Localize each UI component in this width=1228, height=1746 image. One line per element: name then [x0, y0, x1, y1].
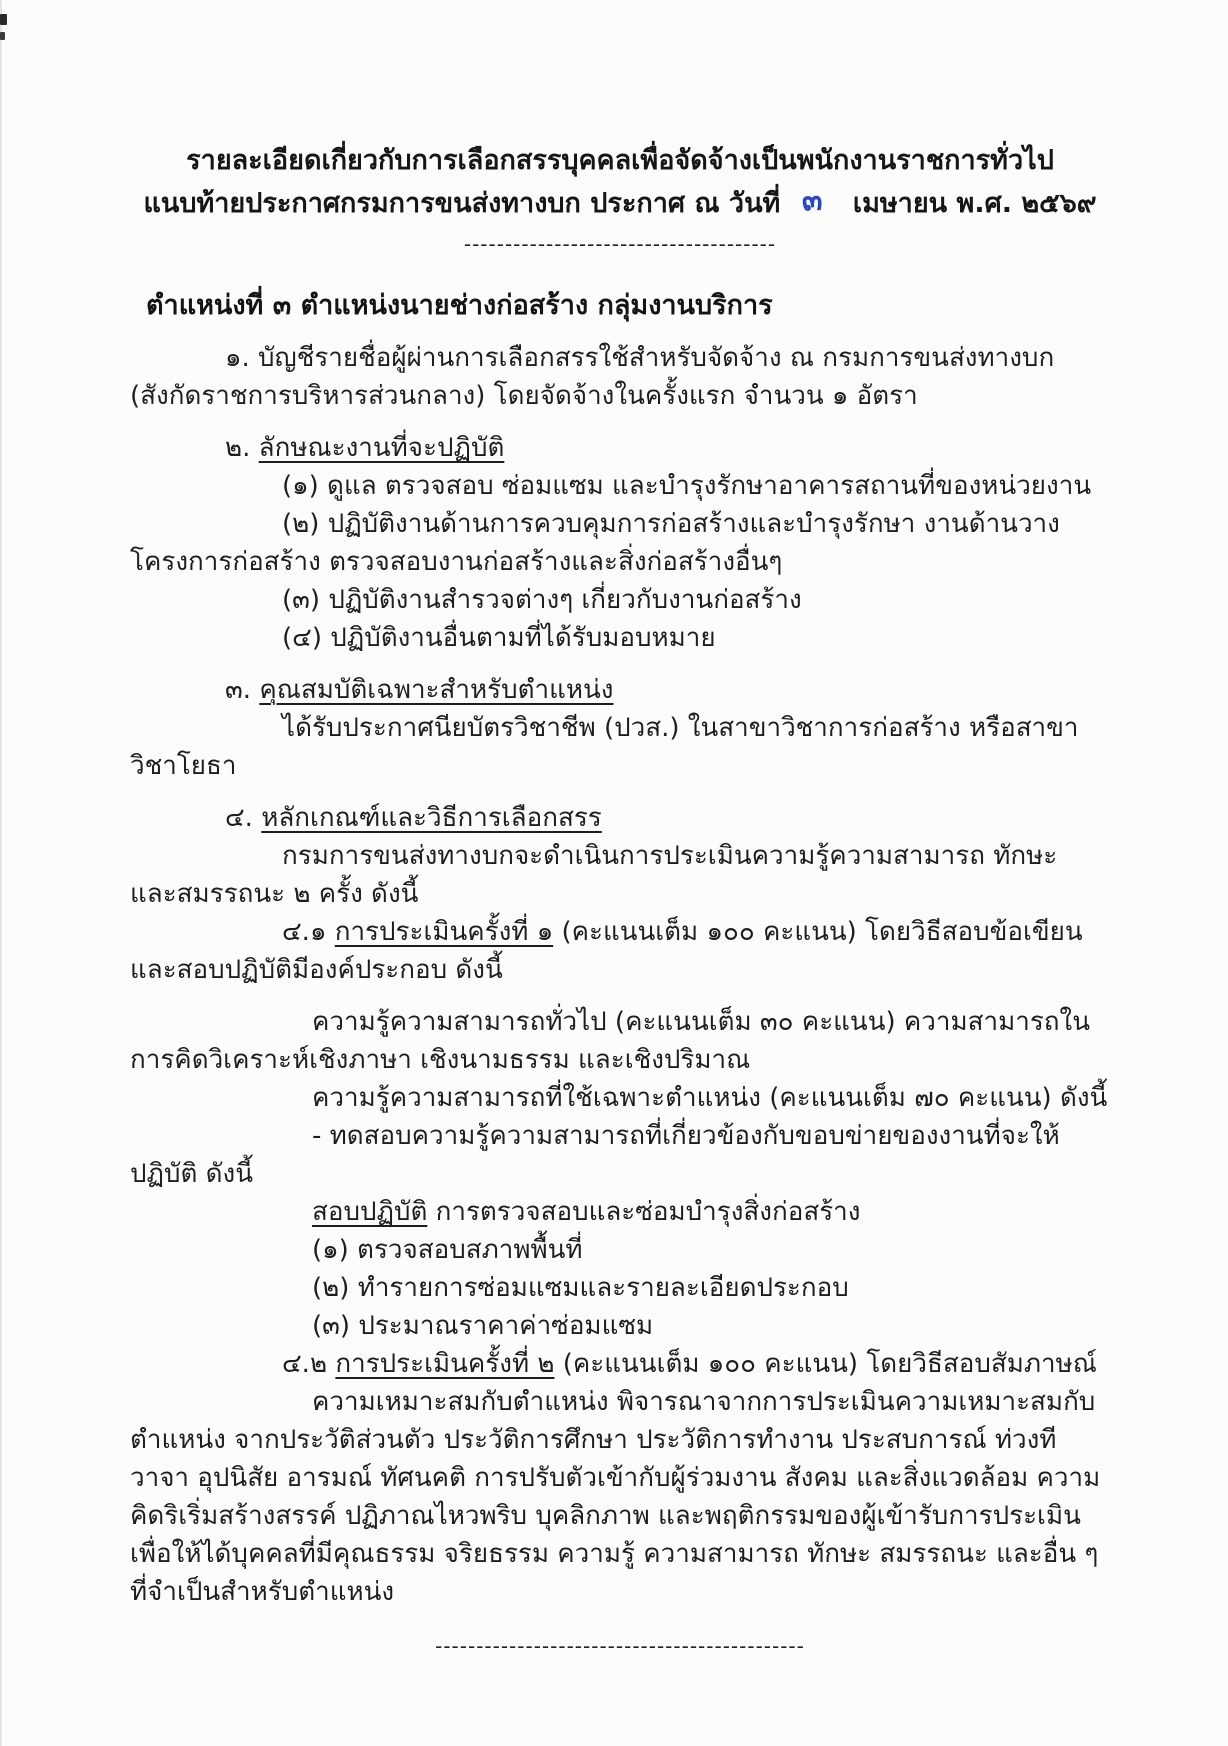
text-run: (๒) ปฏิบัติงานด้านการควบคุมการก่อสร้างและบำรุงรักษา งานด้านวางโครงการก่อสร้าง ตรวจสอบ​งานก่อสร้างและสิ่งก่อสร้างอื่นๆ — [130, 509, 1060, 577]
text-run: - ทดสอบความรู้ความสามารถที่เกี่ยวข้องกับขอบข่ายของงานที่จะให้ปฏิบัติ ดังนี้ — [130, 1121, 1060, 1189]
title-line-2 — [130, 182, 1110, 225]
text-run: ความรู้ความสามารถทั่วไป (คะแนนเต็ม ๓๐ คะแนน) ความสามารถในการคิดวิเคราะห์​เชิงภาษา เชิงนามธรรม และเชิงปริมาณ — [130, 1007, 1090, 1075]
text-run: (๑) ตรวจสอบสภาพพื้นที่ — [312, 1235, 583, 1265]
text-run: ความรู้ความสามารถที่ใช้เฉพาะตำแหน่ง (คะแนนเต็ม ๗๐ คะแนน) ดังนี้ — [312, 1083, 1108, 1113]
position-heading: ตำแหน่งที่ ๓ ตำแหน่งนายช่างก่อสร้าง กลุ่มงานบริการ — [146, 290, 773, 321]
document-body — [130, 339, 1110, 1611]
scan-speck-artifact — [0, 14, 7, 25]
paragraph — [130, 1383, 1110, 1611]
title-line-2-prefix: แนบท้ายประกาศกรมการขนส่งทางบก ประกาศ ณ วันที่ — [143, 188, 781, 219]
paragraph — [130, 1079, 1110, 1117]
text-run: (๑) ดูแล ตรวจสอบ ซ่อมแซม และบำรุงรักษาอาคารสถานที่ของหน่วยงาน — [282, 471, 1092, 501]
paragraph — [130, 1307, 1110, 1345]
paragraph — [130, 1003, 1110, 1079]
paragraph — [130, 581, 1110, 619]
paragraph — [130, 467, 1110, 505]
paragraph — [130, 1345, 1110, 1383]
text-run: (๓) ปฏิบัติงานสำรวจต่างๆ เกี่ยวกับงานก่อสร้าง — [282, 585, 802, 615]
underlined-text: การประเมินครั้งที่ ๒ — [335, 1349, 555, 1379]
text-run: ๔.๒ — [282, 1349, 336, 1379]
text-run: (๓) ประมาณราคาค่าซ่อมแซม — [312, 1311, 654, 1341]
underlined-text: ลักษณะงานที่จะปฏิบัติ — [258, 433, 505, 463]
text-run: ได้รับประกาศนียบัตรวิชาชีพ (ปวส.) ในสาขาวิชาการก่อสร้าง หรือสาขาวิชาโยธา — [130, 713, 1079, 781]
paragraph — [130, 1231, 1110, 1269]
paragraph — [130, 837, 1110, 913]
text-run: (๒) ทำรายการซ่อมแซมและรายละเอียดประกอบ — [312, 1273, 849, 1303]
paragraph — [130, 429, 1110, 467]
paragraph — [130, 339, 1110, 415]
text-run: กรมการขนส่งทางบกจะดำเนินการประเมินความรู้ความสามารถ ทักษะ และสมรรถนะ ๒ ครั้ง ดังนี้ — [130, 841, 1058, 909]
text-run: (๔) ปฏิบัติงานอื่นตามที่ได้รับมอบหมาย — [282, 623, 716, 653]
scan-speck-artifact — [0, 32, 5, 40]
paragraph — [130, 913, 1110, 989]
underlined-text: การประเมินครั้งที่ ๑ — [334, 917, 554, 947]
scan-edge-artifact — [0, 0, 2, 1746]
text-run: ๔.๑ — [282, 917, 335, 947]
footer-separator: --------------------------------------------- — [435, 1634, 805, 1658]
text-run: ๔. — [225, 803, 262, 833]
header-separator: -------------------------------------- — [463, 232, 777, 256]
document — [130, 140, 1110, 1661]
underlined-text: คุณสมบัติเฉพาะสำหรับตำแหน่ง — [259, 675, 614, 705]
text-run: (คะแนนเต็ม ๑๐๐ คะแนน) โดยวิธีสอบสัมภาษณ์ — [554, 1349, 1097, 1379]
handwritten-day: ๓ — [801, 182, 824, 219]
document-header — [130, 140, 1110, 259]
underlined-text: สอบปฏิบัติ — [312, 1197, 428, 1227]
paragraph — [130, 799, 1110, 837]
text-run: ๓. — [225, 675, 260, 705]
text-run: (คะแนนเต็ม ๑๐๐ คะแนน) โดยวิธีสอบข้อเขียน และสอบปฏิบัติ​มีองค์ประกอบ ดังนี้ — [130, 917, 1083, 985]
paragraph — [130, 505, 1110, 581]
text-run: ๒. — [225, 433, 259, 463]
underlined-text: หลักเกณฑ์และวิธีการเลือกสรร — [261, 803, 602, 833]
text-run: ความเหมาะสมกับตำแหน่ง พิจารณาจากการประเมินความเหมาะสมกับตำแหน่ง จากประวัติส่วนตัว ประวัติการศึกษา ประวัติการทำงาน ประสบการณ์ ท่วงทีวาจา อุปนิสัย อารมณ์ ทัศนคติ การปรับตัวเข้ากับผู้ร่วมงาน สังคม และสิ่งแวดล้อม ความคิดริเริ่มสร้างสรรค์ ปฏิภาณไหวพริบ บุคลิกภาพ และพฤติกรรมของผู้เข้ารับการประเมิน เพื่อให้ได้บุคคลที่มีคุณธรรม จริยธรรม ความรู้ ความสามารถ ทักษะ สมรรถนะ และอื่น ๆ ที่จำเป็นสำหรับตำแหน่ง — [130, 1387, 1101, 1607]
paragraph — [130, 619, 1110, 657]
paragraph — [130, 1193, 1110, 1231]
paragraph — [130, 1269, 1110, 1307]
paragraph — [130, 709, 1110, 785]
paragraph — [130, 671, 1110, 709]
paragraph — [130, 1117, 1110, 1193]
title-line-2-suffix: เมษายน พ.ศ. ๒๕๖๙ — [852, 188, 1097, 219]
text-run: ๑. บัญชีรายชื่อผู้ผ่านการเลือกสรรใช้สำหรับจัดจ้าง ณ กรมการขนส่งทางบก (สังกัดราชการบริหาร​ส่วนกลาง) โดยจัดจ้างในครั้งแรก จำนวน ๑ อัตรา — [130, 343, 1055, 411]
text-run: การตรวจสอบและซ่อมบำรุงสิ่งก่อสร้าง — [427, 1197, 861, 1227]
title-line-1: รายละเอียดเกี่ยวกับการเลือกสรรบุคคลเพื่อจัดจ้างเป็นพนักงานราชการทั่วไป — [186, 145, 1054, 176]
